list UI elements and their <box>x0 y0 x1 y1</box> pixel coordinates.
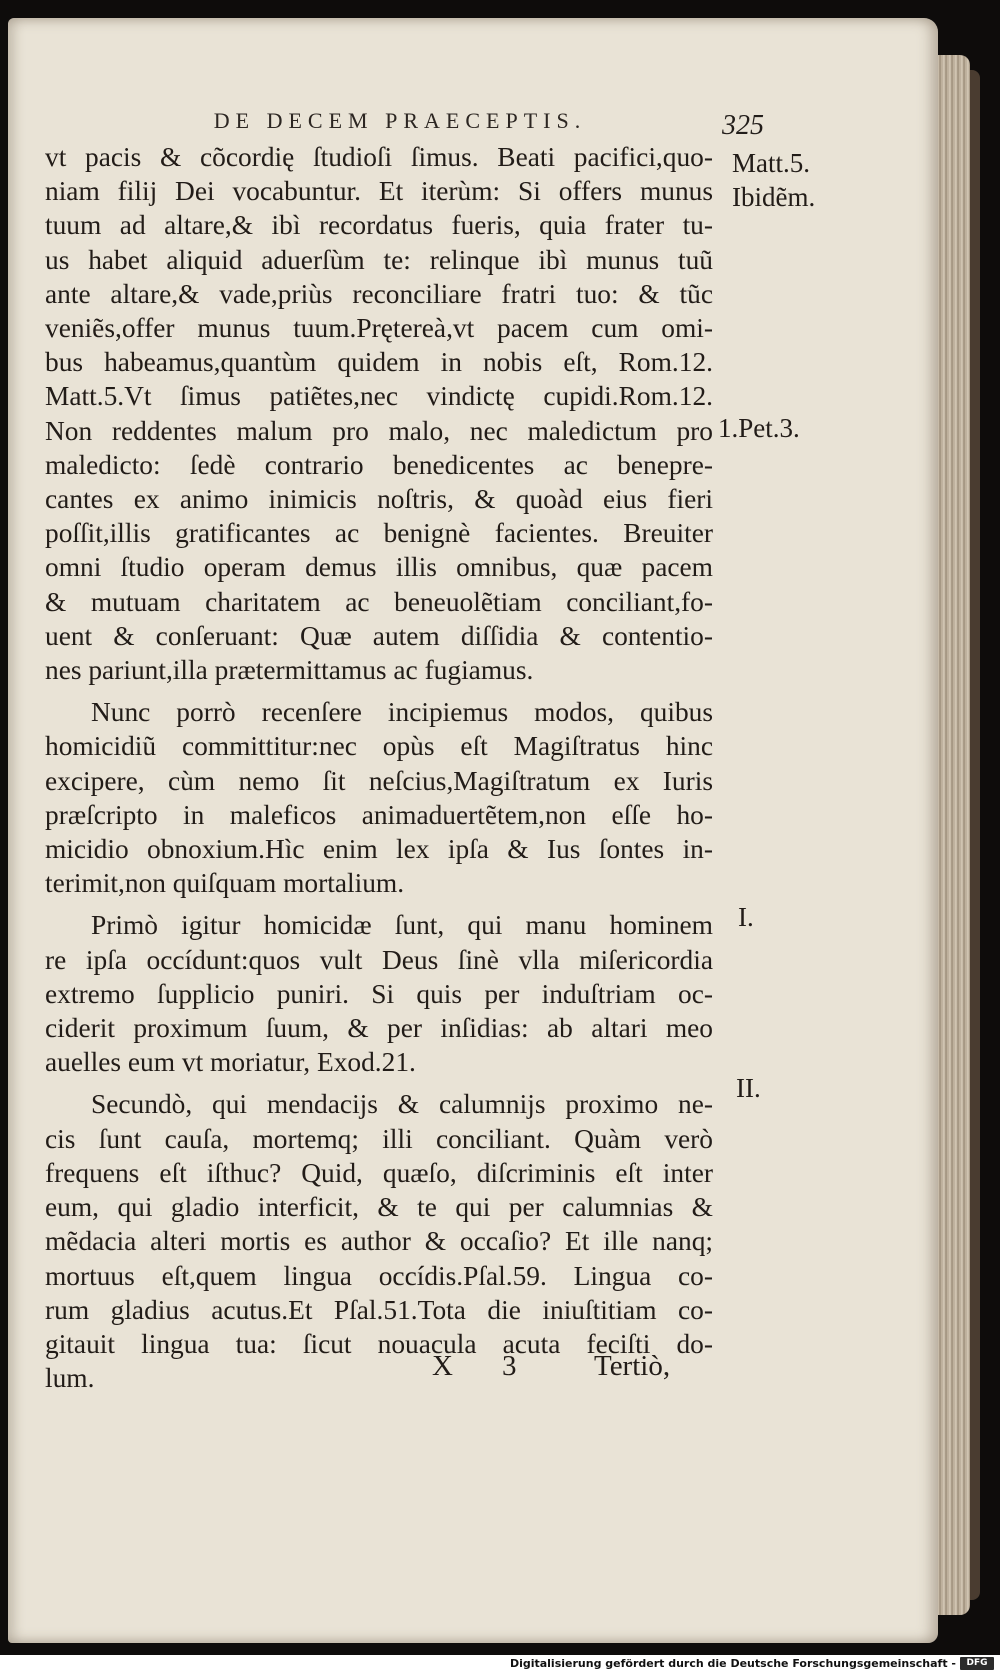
text-line: terimit,non quiſquam mortalium. <box>45 868 405 899</box>
margin-note-matt5: Matt.5. <box>732 148 810 178</box>
text-line: cantes ex animo inimicis noſtris, & quoàd eius fieri <box>45 484 713 515</box>
text-line: præſcripto in maleficos animaduertẽtem,non eſſe ho- <box>45 799 713 830</box>
text-line: frequens eſt iſthuc? Quid, quæſo, diſcriminis eſt inter <box>45 1157 713 1188</box>
text-line: lum. <box>45 1363 95 1394</box>
text-line: micidio obnoxium.Hìc enim lex ipſa & Ius ſontes in- <box>45 834 713 865</box>
text-line: nes pariunt,illa prætermittamus ac fugiamus. <box>45 655 534 686</box>
catchword: Tertiò, <box>594 1350 671 1382</box>
text-line: vt pacis & cõcordię ſtudioſi ſimus. Beati pacifici,quo- <box>45 142 713 172</box>
text-line: ciderit proximum ſuum, & per inſidias: ab altari meo <box>45 1013 713 1044</box>
text-line: Nunc porrò recenſere incipiemus modos, quibus <box>91 697 713 728</box>
text-line: eum, qui gladio interficit, & te qui per calumnias & <box>45 1192 713 1223</box>
text-line: tuum ad altare,& ibì recordatus fueris, quia frater tu- <box>45 210 713 241</box>
text-line: extremo ſupplicio puniri. Si quis per induſtriam oc- <box>45 978 713 1009</box>
text-line: re ipſa occídunt:quos vult Deus ſinè vlla miſericordia <box>45 944 713 975</box>
running-title: DE DECEM PRAECEPTIS. <box>213 108 587 133</box>
page-number: 325 <box>722 110 764 141</box>
text-line: Matt.5.Vt ſimus patiẽtes,nec vindictę cupidi.Rom.12. <box>45 381 713 412</box>
margin-note-ibidem: Ibidẽm. <box>732 182 816 212</box>
text-line: homicidiũ committitur:nec opùs eſt Magiſtratus hinc <box>45 731 713 762</box>
text-line: niam filij Dei vocabuntur. Et iterùm: Si offers munus <box>45 176 713 207</box>
text-line: uent & conſeruant: Quæ autem diſſidia & contentio- <box>45 620 713 651</box>
text-line: veniẽs,offer munus tuum.Prętereà,vt pacem cum omi- <box>45 313 713 344</box>
funding-credit: Digitalisierung gefördert durch die Deutsche Forschungsgemeinschaft - <box>509 1657 956 1670</box>
text-line: omni ſtudio operam demus illis omnibus, quæ pacem <box>45 552 713 583</box>
text-line: mẽdacia alteri mortis es author & occaſio? Et ille nanq; <box>45 1226 713 1257</box>
text-line: gitauit lingua tua: ſicut nouacula acuta feciſti do- <box>45 1328 713 1359</box>
margin-note-numeral-2: II. <box>736 1073 761 1103</box>
text-line: poſſit,illis gratificantes ac benignè facientes. Breuiter <box>45 518 713 549</box>
text-line: Secundò, qui mendacijs & calumnijs proximo ne- <box>91 1089 713 1120</box>
margin-note-pet3: 1.Pet.3. <box>718 413 800 443</box>
body-text <box>45 140 713 1395</box>
text-line: maledicto: ſedè contrario benedicentes ac benepre- <box>45 449 713 480</box>
text-line: rum gladius acutus.Et Pſal.51.Tota die iniuſtitiam co- <box>45 1294 713 1325</box>
text-line: auelles eum vt moriatur, Exod.21. <box>45 1047 416 1078</box>
text-line: bus habeamus,quantùm quidem in nobis eſt, Rom.12. <box>45 347 713 378</box>
text-line: Non reddentes malum pro malo, nec maledictum pro <box>45 415 713 446</box>
text-line: mortuus eſt,quem lingua occídis.Pſal.59. Lingua co- <box>45 1260 713 1291</box>
signature-mark: X <box>432 1350 453 1382</box>
dfg-logo: DFG <box>960 1657 994 1670</box>
margin-note-numeral-1: I. <box>738 902 754 932</box>
text-line: Primò igitur homicidæ ſunt, qui manu hominem <box>91 910 713 941</box>
text-line: ante altare,& vade,priùs reconciliare fratri tuo: & tũc <box>45 278 713 309</box>
text-line: & mutuam charitatem ac beneuolẽtiam conciliant,fo- <box>45 586 713 617</box>
text-line: excipere, cùm nemo ſit neſcius,Magiſtratum ex Iuris <box>45 765 713 796</box>
text-line: us habet aliquid aduerſùm te: relinque ibì munus tuũ <box>45 244 713 275</box>
signature-number: 3 <box>502 1350 517 1382</box>
text-line: cis ſunt cauſa, mortemq; illi conciliant. Quàm verò <box>45 1123 713 1154</box>
